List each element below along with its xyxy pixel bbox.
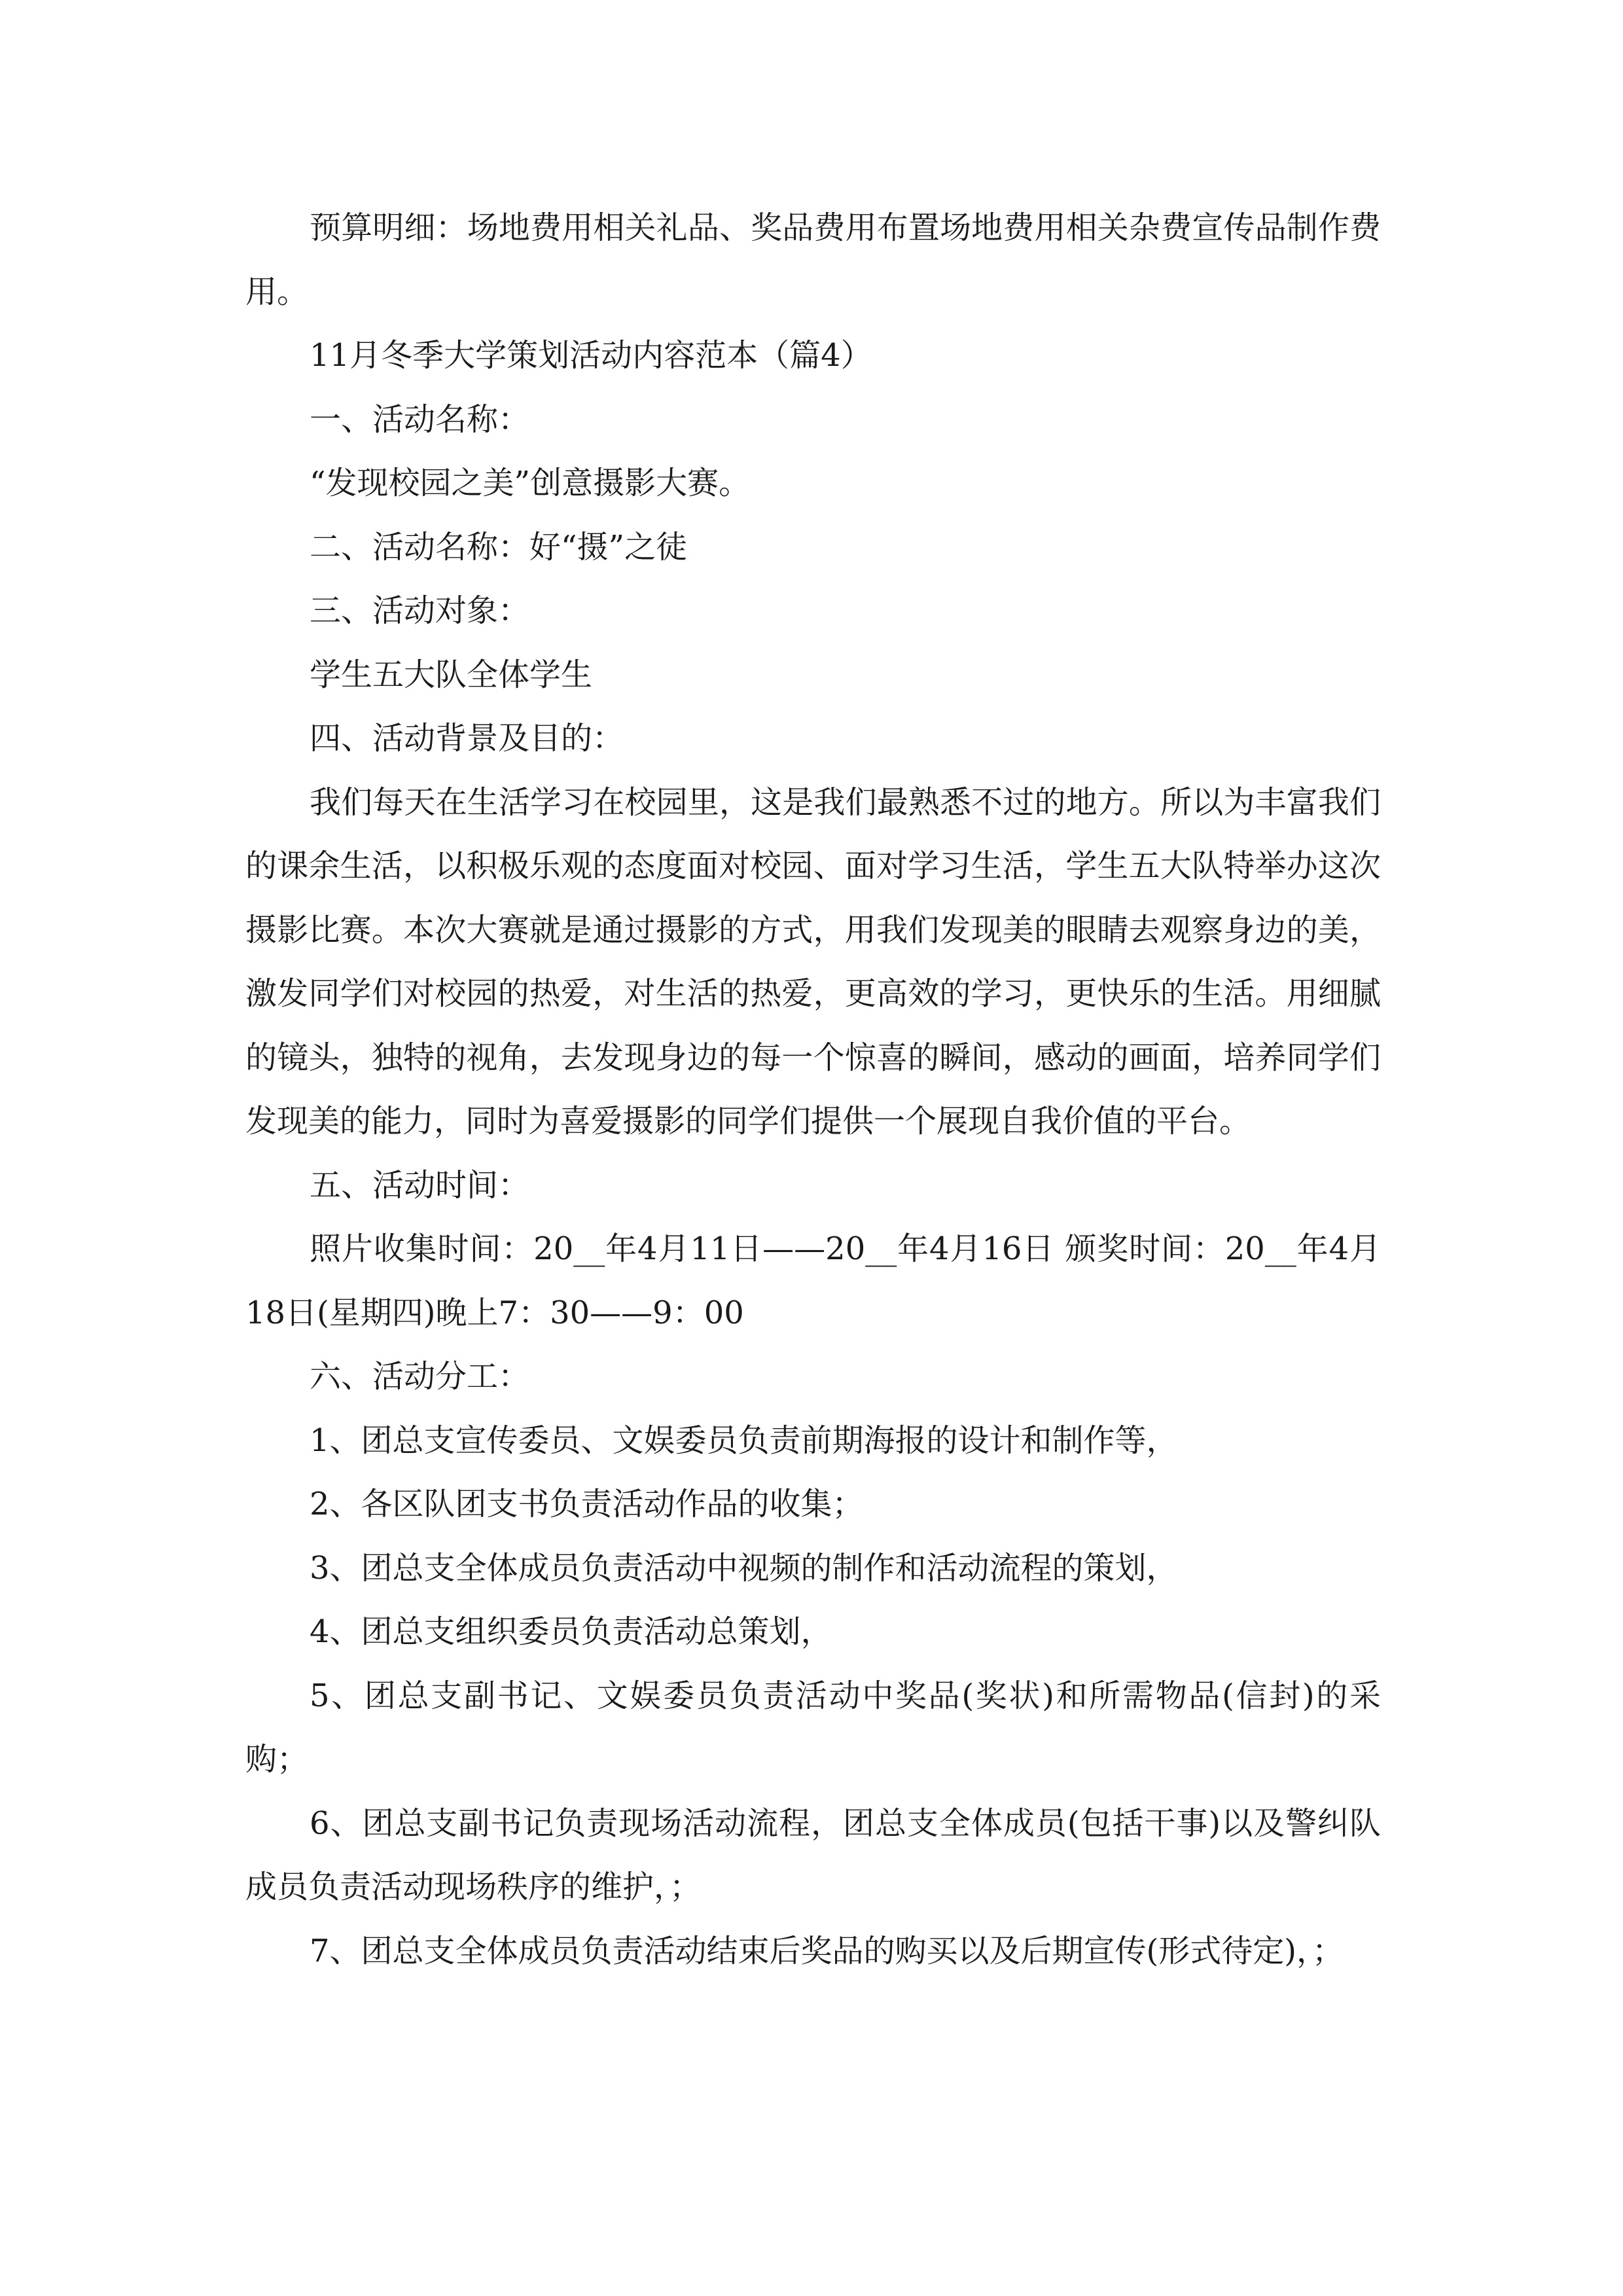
- section-title-part4: 11月冬季大学策划活动内容范本（篇4）: [310, 337, 872, 374]
- heading-activity-name-2: 二、活动名称：好“摄”之徒: [310, 528, 688, 565]
- heading-background-purpose: 四、活动背景及目的：: [310, 720, 624, 757]
- activity-name-text: “发现校园之美”创意摄影大赛。: [310, 465, 751, 501]
- labor-item-5: 5、团总支副书记、文娱委员负责活动中奖品(奖状)和所需物品(信封)的采购；: [245, 1677, 1381, 1778]
- document-body: [245, 196, 1381, 1983]
- labor-item-4: 4、团总支组织委员负责活动总策划，: [310, 1613, 832, 1650]
- background-purpose-text: 我们每天在生活学习在校园里，这是我们最熟悉不过的地方。所以为丰富我们的课余生活，以积极乐观的态度面对校园、面对学习生活，学生五大队特举办这次摄影比赛。本次大赛就是通过摄影的方式，用我们发现美的眼睛去观察身边的美，激发同学们对校园的热爱，对生活的热爱，更高效的学习，更快乐的生活。用细腻的镜头，独特的视角，去发现身边的每一个惊喜的瞬间，感动的画面，培养同学们发现美的能力，同时为喜爱摄影的同学们提供一个展现自我价值的平台。: [245, 783, 1381, 1139]
- heading-activity-name: 一、活动名称：: [310, 401, 530, 438]
- labor-item-2: 2、各区队团支书负责活动作品的收集；: [310, 1486, 864, 1522]
- heading-division-of-labor: 六、活动分工：: [310, 1358, 530, 1395]
- budget-details-paragraph: 预算明细：场地费用相关礼品、奖品费用布置场地费用相关杂费宣传品制作费用。: [245, 209, 1381, 310]
- heading-activity-time: 五、活动时间：: [310, 1166, 530, 1204]
- labor-item-7: 7、团总支全体成员负责活动结束后奖品的购买以及后期宣传(形式待定)，；: [310, 1932, 1344, 1969]
- labor-item-6: 6、团总支副书记负责现场活动流程，团总支全体成员(包括干事)以及警纠队成员负责活动现场秩序的维护，；: [245, 1804, 1381, 1905]
- activity-time-text: 照片收集时间：20__年4月11日——20__年4月16日 颁奖时间：20__年4月18日(星期四)晚上7：30——9：00: [245, 1230, 1381, 1331]
- labor-item-3: 3、团总支全体成员负责活动中视频的制作和活动流程的策划，: [310, 1549, 1178, 1587]
- labor-item-1: 1、团总支宣传委员、文娱委员负责前期海报的设计和制作等，: [310, 1422, 1178, 1459]
- activity-target-text: 学生五大队全体学生: [310, 656, 593, 693]
- heading-activity-target: 三、活动对象：: [310, 592, 530, 629]
